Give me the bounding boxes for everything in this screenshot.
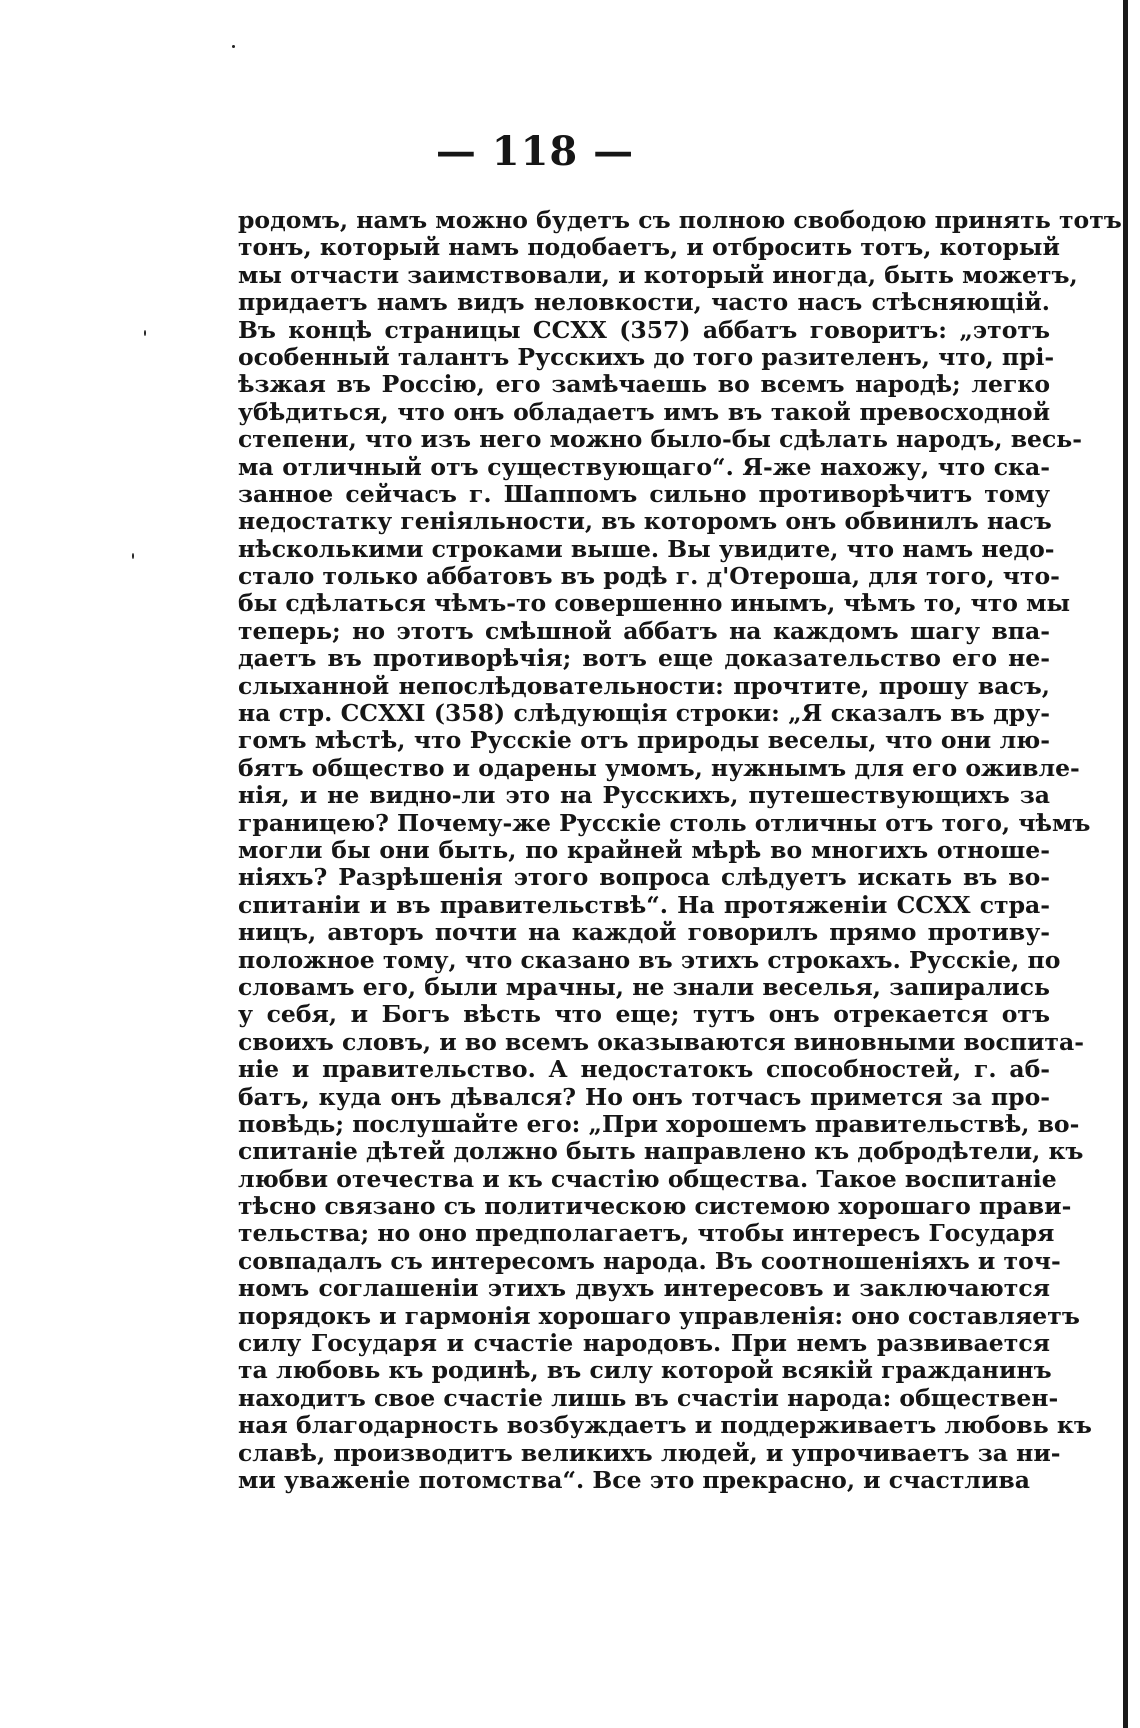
text-line: стало только аббатовъ въ родѣ г. д'Отероша, для того, что-	[238, 562, 1060, 591]
text-line: силу Государя и счастіе народовъ. При немъ развивается	[238, 1329, 1050, 1358]
text-line: придаетъ намъ видъ неловкости, часто насъ стѣсняющій.	[238, 288, 1050, 317]
text-line: слыханной непослѣдовательности: прочтите, прошу васъ,	[238, 671, 1050, 700]
text-line: тельства; но оно предполагаетъ, чтобы интересъ Государя	[238, 1219, 1055, 1248]
text-line: порядокъ и гармонія хорошаго управленія: оно составляетъ	[238, 1301, 1080, 1330]
page-edge	[1123, 0, 1128, 1728]
text-line: родомъ, намъ можно будетъ съ полною свободою принять тотъ	[238, 206, 1122, 234]
text-line: Въ концѣ страницы CCXX (357) аббатъ говоритъ: „этотъ	[238, 315, 1050, 344]
text-line: любви отечества и къ счастію общества. Такое воспитаніе	[238, 1164, 1057, 1193]
text-line: занное сейчасъ г. Шаппомъ сильно противорѣчитъ тому	[238, 479, 1050, 508]
text-line: своихъ словъ, и во всемъ оказываются виновными воспита-	[238, 1027, 1084, 1056]
text-line: на стр. CCXXI (358) слѣдующія строки: „Я сказалъ въ дру-	[238, 699, 1050, 728]
text-line: та любовь къ родинѣ, въ силу которой всякій гражданинъ	[238, 1356, 1052, 1385]
text-line: находитъ свое счастіе лишь въ счастіи народа: обществен-	[238, 1383, 1059, 1412]
text-line: спитаніе дѣтей должно быть направлено къ добродѣтели, къ	[238, 1137, 1084, 1166]
text-line: ная благодарность возбуждаетъ и поддерживаетъ любовь къ	[238, 1411, 1092, 1440]
scan-speck	[144, 330, 146, 336]
text-line: положное тому, что сказано въ этихъ строкахъ. Русскіе, по	[238, 945, 1061, 974]
text-line: недостатку геніяльности, въ которомъ онъ обвинилъ насъ	[238, 507, 1052, 536]
text-line: тѣсно связано съ политическою системою хорошаго прави-	[238, 1192, 1072, 1221]
text-line: убѣдиться, что онъ обладаетъ имъ въ такой превосходной	[238, 397, 1050, 426]
text-line: бятъ общество и одарены умомъ, нужнымъ для его оживле-	[238, 753, 1080, 782]
text-line: особенный талантъ Русскихъ до того разителенъ, что, прі-	[238, 342, 1055, 371]
text-line: теперь; но этотъ смѣшной аббатъ на каждомъ шагу впа-	[238, 616, 1050, 645]
scan-speck	[232, 45, 235, 48]
text-line: бы сдѣлаться чѣмъ-то совершенно инымъ, чѣмъ то, что мы	[238, 589, 1071, 618]
text-line: нѣсколькими строками выше. Вы увидите, что намъ недо-	[238, 534, 1055, 563]
text-line: повѣдь; послушайте его: „При хорошемъ правительствѣ, во-	[238, 1109, 1080, 1138]
text-line: спитаніи и въ правительствѣ“. На протяженіи CCXX стра-	[238, 890, 1050, 919]
text-line: словамъ его, были мрачны, не знали веселья, запирались	[238, 972, 1050, 1001]
text-line: степени, что изъ него можно было-бы сдѣлать народъ, весь-	[238, 425, 1083, 454]
text-line: даетъ въ противорѣчія; вотъ еще доказательство его не-	[238, 644, 1050, 673]
text-line: мы отчасти заимствовали, и который иногда, быть можетъ,	[238, 260, 1078, 289]
text-line: могли бы они быть, по крайней мѣрѣ во многихъ отноше-	[238, 835, 1050, 864]
body-text	[238, 206, 1122, 1494]
text-line: границею? Почему-же Русскіе столь отличны отъ того, чѣмъ	[238, 808, 1091, 837]
text-line: гомъ мѣстѣ, что Русскіе отъ природы веселы, что они лю-	[238, 726, 1050, 755]
text-line: ма отличный отъ существующаго“. Я-же нахожу, что ска-	[238, 452, 1050, 481]
text-line: ницъ, авторъ почти на каждой говорилъ прямо противу-	[238, 918, 1050, 947]
text-line: совпадалъ съ интересомъ народа. Въ соотношеніяхъ и точ-	[238, 1246, 1061, 1275]
text-line: ніяхъ? Разрѣшенія этого вопроса слѣдуетъ искать въ во-	[238, 863, 1050, 892]
text-line: у себя, и Богъ вѣсть что еще; тутъ онъ отрекается отъ	[238, 1000, 1050, 1029]
page-number: — 118 —	[435, 128, 635, 175]
text-line: тонъ, который намъ подобаетъ, и отбросить тотъ, который	[238, 233, 1060, 262]
text-line: ніе и правительство. А недостатокъ способностей, г. аб-	[238, 1055, 1050, 1084]
text-line: ми уваженіе потомства“. Все это прекрасно, и счастлива	[238, 1465, 1030, 1494]
text-line: батъ, куда онъ дѣвался? Но онъ тотчасъ примется за про-	[238, 1082, 1050, 1111]
text-line: ѣзжая въ Россію, его замѣчаешь во всемъ народѣ; легко	[238, 370, 1050, 399]
text-line: номъ соглашеніи этихъ двухъ интересовъ и заключаются	[238, 1274, 1050, 1303]
text-line: славѣ, производитъ великихъ людей, и упрочиваетъ за ни-	[238, 1438, 1061, 1467]
text-line: нія, и не видно-ли это на Русскихъ, путешествующихъ за	[238, 781, 1050, 810]
scan-speck	[132, 553, 134, 559]
